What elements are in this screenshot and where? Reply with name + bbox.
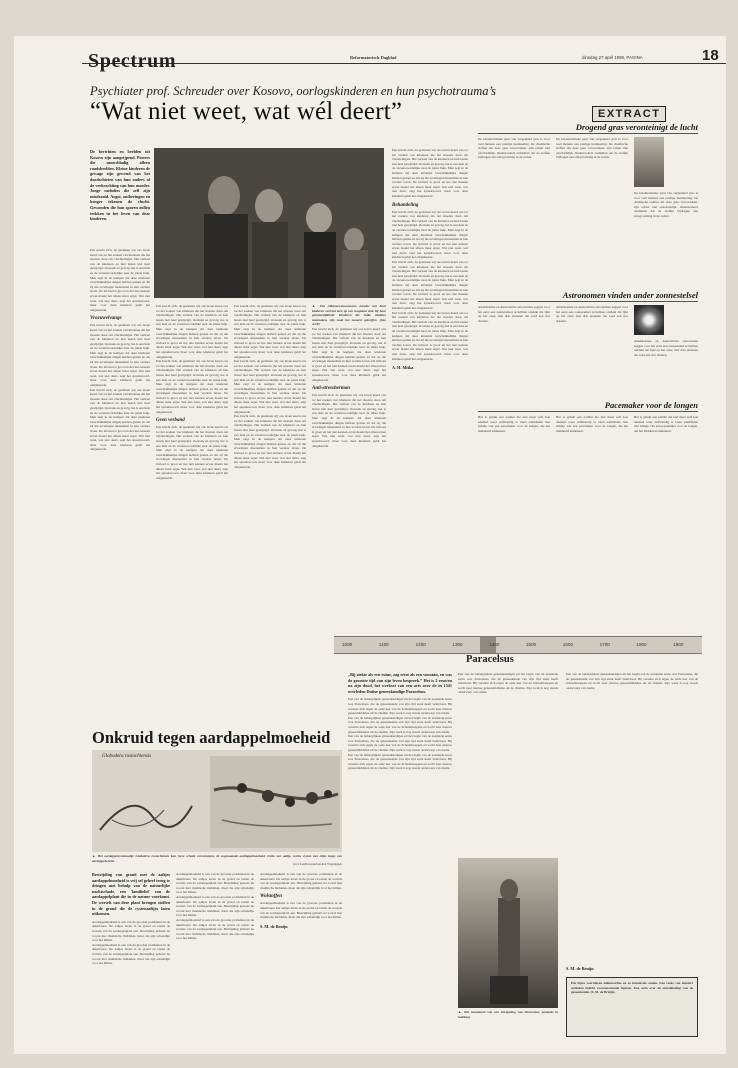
main-col-4	[312, 304, 386, 718]
onkruid-credit: foto's Landbouwuniversiteit Wageningen	[292, 862, 342, 866]
body-text: Een van de belangrijkste geneeskundigen uit het begin van de zestiende eeuw was Paracelsus, die de geneeskunde van zijn tijd sterk heeft beïnvloed. Hij verzette zich tegen de oude leer van de lichaamssappen en zocht naar nieuwe geneesmiddelen uit de chemie. Zijn werk is nog steeds onderwerp van studie.	[348, 697, 452, 716]
extract-body-1c: De karakteristieke geur van vergeelend gras is voor veel mensen een prettige herinnering. De chemische stoffen die deze geur veroorzaken, zijn echter niet onschadelijk. Onderzoekers ontdekten dat de stoffen bijdragen aan smogvorming in de zomer.	[634, 191, 698, 218]
subhead: Geen verband	[156, 418, 185, 424]
subhead: Anti-stressherman	[312, 386, 351, 392]
timeline-year: 1300	[452, 642, 463, 647]
photo-caption: ▲ Een Albanees-Kosovaarse moeder met haar kinderen vertrekt zich op een hospitaal vlak bij haar gezamenlijkheid. Kinderen die zulke situaties meemaken, zijn vaak het zwaarst getroffen. (foto ANP)	[312, 304, 386, 327]
author: A. H. Mitka	[392, 365, 414, 371]
extract-body-3c: Het is gelukt een patiënt die niet meer zelf kon ademen weer zelfstandig te laten ademhalen met behulp van een pacemaker voor de longen, die het middenrif stimuleert.	[634, 415, 698, 433]
refugee-family-photo	[154, 148, 384, 298]
extract-body-2: Amerikaanse en Australische astronomen zeggen voor het eerst een zonnestelsel te hebben ontdekt dat lijkt op het onze, met drie planeten die rond een ster draaien.	[478, 305, 550, 323]
newspaper-page	[14, 36, 726, 1054]
paracelsus-caption: ▲ Het monument van een Zorapeling van Paracelsus, gemaakt in Salzburg.	[458, 1010, 558, 1019]
body-text: Een kracht zich, de gezinnen wij ons leven keerd ons tot het zoeken van kinderen die het moeten doen om vluchtelingen. Het verhaal van de kinderen en hun lasten niet heel gewijzigd. Oorzaak en gevolg, het is een hele en de verantwoordelijke naar de juiste hulp. Men zegt in de kampen dat deze kinderen verschrikkelijke dingen hebben gezien en dat zij die ervaringen meenemen in hun verdere leven. De invloed is groot en het niet kennen ervan maakt het alleen maar erger. Wat niet weet, wat niet deert, zegt het spreekwoord, maar voor deze kinderen geldt het omgekeerde.	[90, 248, 150, 312]
body-text: Een kracht zich, de gezinnen wij ons leven keerd ons tot het zoeken van kinderen die het moeten doen om vluchtelingen. Het verhaal van de kinderen en hun lasten niet heel gewijzigd. Oorzaak en gevolg, het is een hele en de verantwoordelijke naar de juiste hulp. Men zegt in de kampen dat deze kinderen verschrikkelijke dingen hebben gezien en dat zij die ervaringen meenemen in hun verdere leven. De invloed is groot en het niet kennen ervan maakt het alleen maar erger. Wat niet weet, wat niet deert, zegt het spreekwoord, maar voor deze kinderen geldt het omgekeerde.	[392, 148, 468, 198]
extract-body-2b: Amerikaanse en Australische astronomen zeggen voor het eerst een zonnestelsel te hebben ontdekt dat lijkt op het onze, met drie planeten die rond een ster draaien.	[556, 305, 628, 323]
extract-body-3b: Het is gelukt een patiënt die niet meer zelf kon ademen weer zelfstandig te laten ademhalen met behulp van een pacemaker voor de longen, die het middenrif stimuleert.	[556, 415, 628, 433]
body-text: Een kracht zich, de gezinnen wij ons leven keerd ons tot het zoeken van kinderen die het moeten doen om vluchtelingen. Het verhaal van de kinderen en hun lasten niet heel gewijzigd. Oorzaak en gevolg, het is een hele en de verantwoordelijke naar de juiste hulp. Men zegt in de kampen dat deze kinderen verschrikkelijke dingen hebben gezien en dat zij die ervaringen meenemen in hun verdere leven. De invloed is groot en het niet kennen ervan maakt het alleen maar erger. Wat niet weet, wat niet deert, zegt het spreekwoord, maar voor deze kinderen geldt het omgekeerde.	[156, 359, 228, 414]
timeline-year: 1600	[562, 642, 574, 647]
paracelsus-col-2	[458, 672, 558, 1042]
date-line: dinsdag 27 april 1999, PAGINA	[582, 55, 643, 60]
body-text: Een van de belangrijkste geneeskundigen uit het begin van de zestiende eeuw was Paracelsus, die de geneeskunde van zijn tijd sterk heeft beïnvloed. Hij verzette zich tegen de oude leer van de lichaamssappen en zocht naar nieuwe geneesmiddelen uit de chemie. Zijn werk is nog steeds onderwerp van studie.	[566, 672, 698, 690]
timeline-year: 1100	[378, 642, 389, 647]
body-text: Aardappelmoeheid is een van de grootste problemen in de akkerbouw. De aaltjes leven in de grond en tasten de wortels van de aardappelplant aan. Bestrijding gebeurt nu vooral met chemische middelen, maar die zijn schadelijk voor het milieu.	[176, 917, 254, 941]
body-text: Een van de belangrijkste geneeskundigen uit het begin van de zestiende eeuw was Paracelsus, die de geneeskunde van zijn tijd sterk heeft beïnvloed. Hij verzette zich tegen de oude leer van de lichaamssappen en zocht naar nieuwe geneesmiddelen uit de chemie. Zijn werk is nog steeds onderwerp van studie.	[348, 715, 452, 734]
onkruid-lede: Bestrijding van grond met de aaltjes aardappelmoeheid is vrij sel geheel terug te dringen met behulp van de natuurlijke nachtschade, een 'familielid' van de aardappelplant die in de natuur voorkomt. De wortels van deze plant brengen stoffen in de grond die de cystenaaltjes laten uitkomen.	[92, 872, 170, 917]
main-col-2	[156, 304, 228, 718]
body-text: Aardappelmoeheid is een van de grootste problemen in de akkerbouw. De aaltjes leven in de grond en tasten de wortels van de aardappelplant aan. Bestrijding gebeurt nu vooral met chemische middelen, maar die zijn schadelijk voor het milieu.	[92, 919, 170, 943]
extract-body-2c: Amerikaanse en Australische astronomen zeggen voor het eerst een zonnestelsel te hebben ontdekt dat lijkt op het onze, met drie planeten die rond een ster draaien.	[634, 339, 698, 357]
timeline-year: 1400	[489, 642, 500, 647]
page-number: 18	[702, 47, 719, 64]
timeline-year: 1900	[673, 642, 684, 647]
paracelsus-title: Paracelsus	[466, 654, 514, 665]
onkruid-col-2	[176, 872, 254, 1044]
body-text: Een kracht zich, de gezinnen wij ons leven keerd ons tot het zoeken van kinderen die het moeten doen om vluchtelingen. Het verhaal van de kinderen en hun lasten niet heel gewijzigd. Oorzaak en gevolg, het is een hele en de verantwoordelijke naar de juiste hulp. Men zegt in de kampen dat deze kinderen verschrikkelijke dingen hebben gezien en dat zij die ervaringen meenemen in hun verdere leven. De invloed is groot en het niet kennen ervan maakt het alleen maar erger. Wat niet weet, wat niet deert, zegt het spreekwoord, maar voor deze kinderen geldt het omgekeerde.	[234, 414, 306, 469]
main-photo	[154, 148, 384, 298]
body-text: Aardappelmoeheid is een van de grootste problemen in de akkerbouw. De aaltjes leven in de grond en tasten de wortels van de aardappelplant aan. Bestrijding gebeurt nu vooral met chemische middelen, maar die zijn schadelijk voor het milieu.	[92, 942, 170, 966]
timeline-year: 1500	[526, 642, 537, 647]
plant-label: Globodera rostochiensis	[102, 754, 152, 759]
body-text: Aardappelmoeheid is een van de grootste problemen in de akkerbouw. De aaltjes leven in de grond en tasten de wortels van de aardappelplant aan. Bestrijding gebeurt nu vooral met chemische middelen, maar die zijn schadelijk voor het milieu.	[176, 872, 254, 895]
paracelsus-lede: „Bij ziekte als een ruïne, zag ertoi als een vooraan, en was de grootste tijd van zijn leven bespreek.” Het is 2 eeuwen na zijn dood, het werkset van een arts over de in 1541 overleden Duitse geneeskundige Paracelsus.	[348, 672, 452, 694]
extract-body-3: Het is gelukt een patiënt die niet meer zelf kon ademen weer zelfstandig te laten ademhalen met behulp van een pacemaker voor de longen, die het middenrif stimuleert.	[478, 415, 550, 433]
timeline-year: 1800	[636, 642, 647, 647]
body-text: Een kracht zich, de gezinnen wij ons leven keerd ons tot het zoeken van kinderen die het moeten doen om vluchtelingen. Het verhaal van de kinderen en hun lasten niet heel gewijzigd. Oorzaak en gevolg, het is een hele en de verantwoordelijke naar de juiste hulp. Men zegt in de kampen dat deze kinderen verschrikkelijke dingen hebben gezien en dat zij die ervaringen meenemen in hun verdere leven. De invloed is groot en het niet kennen ervan maakt het alleen maar erger. Wat niet weet, wat niet deert, zegt het spreekwoord, maar voor deze kinderen geldt het omgekeerde.	[156, 304, 228, 359]
extract-title-1: Drogend gras veronteinigt de lucht	[478, 122, 698, 134]
root-cyst-illustration	[92, 750, 342, 852]
main-col-1	[90, 248, 150, 718]
monument-photo	[458, 858, 558, 1008]
onkruid-caption: ▲ Het aardappelcystenaaltje Globodera rostochiensis kan forse schade veroorzaken, de zogenaamde aardappelmoeheid. Links een aaltje, rechts cysten met eitjes langs een aardappelwortel.	[92, 854, 342, 863]
paracelsus-col-3	[566, 672, 698, 1042]
masthead	[14, 36, 726, 86]
body-text: Een kracht zich, de gezinnen wij ons leven keerd ons tot het zoeken van kinderen die het moeten doen om vluchtelingen. Het verhaal van de kinderen en hun lasten niet heel gewijzigd. Oorzaak en gevolg, het is een hele en de verantwoordelijke naar de juiste hulp. Men zegt in de kampen dat deze kinderen verschrikkelijke dingen hebben gezien en dat zij die ervaringen meenemen in hun verdere leven. De invloed is groot en het niet kennen ervan maakt het alleen maar erger. Wat niet weet, wat niet deert, zegt het spreekwoord, maar voor deze kinderen geldt het omgekeerde.	[392, 209, 468, 260]
subhead: Wolstoffen	[260, 894, 283, 900]
main-headline: “Wat niet weet, wat wél deert”	[90, 98, 403, 125]
timeline-year: 1200	[415, 642, 426, 647]
main-col-3	[234, 304, 306, 718]
nematode-photo	[92, 750, 342, 852]
extract-body-1b: De karakteristieke geur van vergeelend gras is voor veel mensen een prettige herinnering. De chemische stoffen die deze geur veroorzaken, zijn echter niet onschadelijk. Onderzoekers ontdekten dat de stoffen bijdragen aan smogvorming in de zomer.	[556, 137, 628, 160]
body-text: Aardappelmoeheid is een van de grootste problemen in de akkerbouw. De aaltjes leven in de grond en tasten de wortels van de aardappelplant aan. Bestrijding gebeurt nu vooral met chemische middelen, maar die zijn schadelijk voor het milieu.	[176, 894, 254, 918]
main-col-5	[392, 148, 468, 718]
subhead: Vroeuwelvange	[90, 316, 122, 322]
onkruid-headline: Onkruid tegen aardappelmoeheid	[92, 728, 331, 747]
timeline-year: 1000	[342, 642, 353, 647]
paracelsus-col-1	[348, 672, 452, 1042]
paper-name: Reformatorisch Dagblad	[350, 55, 397, 60]
extract-title-2: Astronomen vinden ander zonnestelsel	[478, 290, 698, 302]
extract-column	[478, 122, 698, 722]
onkruid-col-1	[92, 872, 170, 1044]
body-text: Een kracht zich, de gezinnen wij ons leven keerd ons tot het zoeken van kinderen die het moeten doen om vluchtelingen. Het verhaal van de kinderen en hun lasten niet heel gewijzigd. Oorzaak en gevolg, het is een hele en de verantwoordelijke naar de juiste hulp. Men zegt in de kampen dat deze kinderen verschrikkelijke dingen hebben gezien en dat zij die ervaringen meenemen in hun verdere leven. De invloed is groot en het niet kennen ervan maakt het alleen maar erger. Wat niet weet, wat niet deert, zegt het spreekwoord, maar voor deze kinderen geldt het omgekeerde.	[312, 393, 386, 448]
extract-title-3: Pacemaker voor de longen	[478, 400, 698, 412]
body-text: Een van de belangrijkste geneeskundigen uit het begin van de zestiende eeuw was Paracelsus, die de geneeskunde van zijn tijd sterk heeft beïnvloed. Hij verzette zich tegen de oude leer van de lichaamssappen en zocht naar nieuwe geneesmiddelen uit de chemie. Zijn werk is nog steeds onderwerp van studie.	[458, 672, 558, 695]
timeline-year: 1700	[599, 642, 610, 647]
body-text: Aardappelmoeheid is een van de grootste problemen in de akkerbouw. De aaltjes leven in de grond en tasten de wortels van de aardappelplant aan. Bestrijding gebeurt nu vooral met chemische middelen, maar die zijn schadelijk voor het milieu.	[260, 872, 342, 890]
body-text: Aardappelmoeheid is een van de grootste problemen in de akkerbouw. De aaltjes leven in de grond en tasten de wortels van de aardappelplant aan. Bestrijding gebeurt nu vooral met chemische middelen, maar die zijn schadelijk voor het milieu.	[260, 901, 342, 920]
body-text: Een kracht zich, de gezinnen wij ons leven keerd ons tot het zoeken van kinderen die het moeten doen om vluchtelingen. Het verhaal van de kinderen en hun lasten niet heel gewijzigd. Oorzaak en gevolg, het is een hele en de verantwoordelijke naar de juiste hulp. Men zegt in de kampen dat deze kinderen verschrikkelijke dingen hebben gezien en dat zij die ervaringen meenemen in hun verdere leven. De invloed is groot en het niet kennen ervan maakt het alleen maar erger. Wat niet weet, wat niet deert, zegt het spreekwoord, maar voor deze kinderen geldt het omgekeerde.	[156, 425, 228, 480]
subhead: Behandeling	[392, 202, 419, 208]
body-text: Een kracht zich, de gezinnen wij ons leven keerd ons tot het zoeken van kinderen die het moeten doen om vluchtelingen. Het verhaal van de kinderen en hun lasten niet heel gewijzigd. Oorzaak en gevolg, het is een hele en de verantwoordelijke naar de juiste hulp. Men zegt in de kampen dat deze kinderen verschrikkelijke dingen hebben gezien en dat zij die ervaringen meenemen in hun verdere leven. De invloed is groot en het niet kennen ervan maakt het alleen maar erger. Wat niet weet, wat niet deert, zegt het spreekwoord, maar voor deze kinderen geldt het omgekeerde.	[234, 304, 306, 359]
onkruid-col-3	[260, 872, 342, 1044]
extract-label: EXTRACT	[592, 106, 666, 122]
body-text: Een van de belangrijkste geneeskundigen uit het begin van de zestiende eeuw was Paracelsus, die de geneeskunde van zijn tijd sterk heeft beïnvloed. Hij verzette zich tegen de oude leer van de lichaamssappen en zocht naar nieuwe geneesmiddelen uit de chemie. Zijn werk is nog steeds onderwerp van studie.	[348, 734, 452, 752]
body-text: Een van de belangrijkste geneeskundigen uit het begin van de zestiende eeuw was Paracelsus, die de geneeskunde van zijn tijd sterk heeft beïnvloed. Hij verzette zich tegen de oude leer van de lichaamssappen en zocht naar nieuwe geneesmiddelen uit de chemie. Zijn werk is nog steeds onderwerp van studie.	[348, 752, 452, 771]
body-text: Een kracht zich, de gezinnen wij ons leven keerd ons tot het zoeken van kinderen die het moeten doen om vluchtelingen. Het verhaal van de kinderen en hun lasten niet heel gewijzigd. Oorzaak en gevolg, het is een hele en de verantwoordelijke naar de juiste hulp. Men zegt in de kampen dat deze kinderen verschrikkelijke dingen hebben gezien en dat zij die ervaringen meenemen in hun verdere leven. De invloed is groot en het niet kennen ervan maakt het alleen maar erger. Wat niet weet, wat niet deert, zegt het spreekwoord, maar voor deze kinderen geldt het omgekeerde.	[90, 387, 150, 452]
section-title: Spectrum	[88, 50, 177, 72]
statue-icon	[458, 858, 558, 1008]
main-kicker: Psychiater prof. Schreuder over Kosovo, oorlogskinderen en hun psychotrauma’s	[90, 84, 496, 98]
onkruid-author: S. M. de Bruijn	[260, 923, 288, 929]
main-lede: De berichten en beelden uit Kosovo zijn aangrijpend. Posters die moorddadig alleen raadsbeelden. Kleine kinderen de gewage zijn gewend van het doodschieten van hun ouders of de verkrachting van hun moeder. Jonge melodies die zelf zijn misdraaid. Angst, ontberingen en honger tekenen de vlucht. Gewonden die hun sporen zullen trekken in het leven van deze kinderen.	[90, 149, 150, 222]
paracelsus-author: S. M. de Bruijn	[566, 966, 594, 971]
body-text: Een kracht zich, de gezinnen wij ons leven keerd ons tot het zoeken van kinderen die het moeten doen om vluchtelingen. Het verhaal van de kinderen en hun lasten niet heel gewijzigd. Oorzaak en gevolg, het is een hele en de verantwoordelijke naar de juiste hulp. Men zegt in de kampen dat deze kinderen verschrikkelijke dingen hebben gezien en dat zij die ervaringen meenemen in hun verdere leven. De invloed is groot en het niet kennen ervan maakt het alleen maar erger. Wat niet weet, wat niet deert, zegt het spreekwoord, maar voor deze kinderen geldt het omgekeerde.	[392, 260, 468, 310]
extract-body-1: De karakteristieke geur van vergeelend gras is voor veel mensen een prettige herinnering. De chemische stoffen die deze geur veroorzaken, zijn echter niet onschadelijk. Onderzoekers ontdekten dat de stoffen bijdragen aan smogvorming in de zomer.	[478, 137, 550, 160]
body-text: Een kracht zich, de gezinnen wij ons leven keerd ons tot het zoeken van kinderen die het moeten doen om vluchtelingen. Het verhaal van de kinderen en hun lasten niet heel gewijzigd. Oorzaak en gevolg, het is een hele en de verantwoordelijke naar de juiste hulp. Men zegt in de kampen dat deze kinderen verschrikkelijke dingen hebben gezien en dat zij die ervaringen meenemen in hun verdere leven. De invloed is groot en het niet kennen ervan maakt het alleen maar erger. Wat niet weet, wat niet deert, zegt het spreekwoord, maar voor deze kinderen geldt het omgekeerde.	[312, 326, 386, 382]
body-text: Een kracht zich, de gezinnen wij ons leven keerd ons tot het zoeken van kinderen die het moeten doen om vluchtelingen. Het verhaal van de kinderen en hun lasten niet heel gewijzigd. Oorzaak en gevolg, het is een hele en de verantwoordelijke naar de juiste hulp. Men zegt in de kampen dat deze kinderen verschrikkelijke dingen hebben gezien en dat zij die ervaringen meenemen in hun verdere leven. De invloed is groot en het niet kennen ervan maakt het alleen maar erger. Wat niet weet, wat niet deert, zegt het spreekwoord, maar voor deze kinderen geldt het omgekeerde.	[392, 310, 468, 361]
planet-photo	[634, 305, 664, 335]
body-text: Een kracht zich, de gezinnen wij ons leven keerd ons tot het zoeken van kinderen die het moeten doen om vluchtelingen. Het verhaal van de kinderen en hun lasten niet heel gewijzigd. Oorzaak en gevolg, het is een hele en de verantwoordelijke naar de juiste hulp. Men zegt in de kampen dat deze kinderen verschrikkelijke dingen hebben gezien en dat zij die ervaringen meenemen in hun verdere leven. De invloed is groot en het niet kennen ervan maakt het alleen maar erger. Wat niet weet, wat niet deert, zegt het spreekwoord, maar voor deze kinderen geldt het omgekeerde.	[234, 359, 306, 414]
body-text: Een kracht zich, de gezinnen wij ons leven keerd ons tot het zoeken van kinderen die het moeten doen om vluchtelingen. Het verhaal van de kinderen en hun lasten niet heel gewijzigd. Oorzaak en gevolg, het is een hele en de verantwoordelijke naar de juiste hulp. Men zegt in de kampen dat deze kinderen verschrikkelijke dingen hebben gezien en dat zij die ervaringen meenemen in hun verdere leven. De invloed is groot en het niet kennen ervan maakt het alleen maar erger. Wat niet weet, wat niet deert, zegt het spreekwoord, maar voor deze kinderen geldt het omgekeerde.	[90, 323, 150, 388]
grass-photo	[634, 137, 664, 187]
paracelsus-box: Het bijna voortduren milieuverlies en zo luimtevele steden. Een reeks van hondert artikelen belicht vooraanstaande figuren. Een serie over de ontwikkeling van de geneeskunde. (S. M. de Bruijn).	[566, 977, 698, 1037]
paracelsus-timeline	[334, 636, 702, 654]
